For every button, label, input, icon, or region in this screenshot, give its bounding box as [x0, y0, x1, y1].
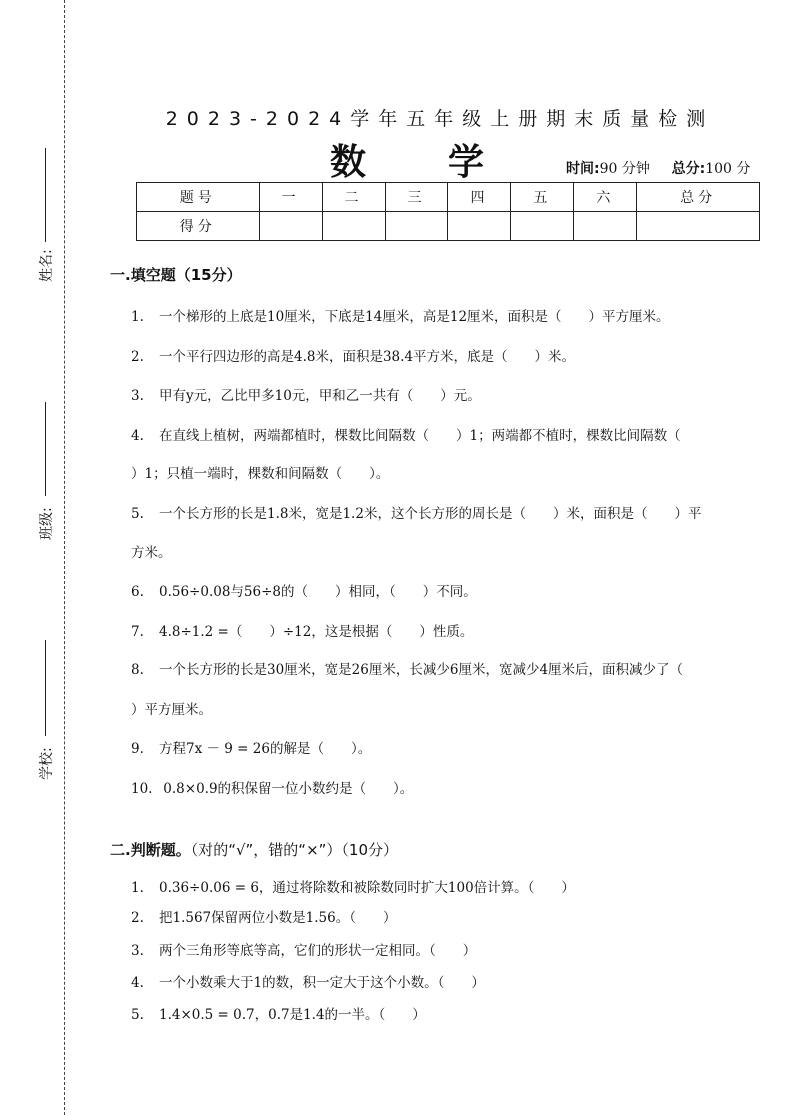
question-number: 3. — [131, 943, 144, 959]
score-table-header-row — [137, 183, 760, 212]
question-text: 0.8×0.9的积保留一位小数约是（ ）。 — [159, 781, 414, 797]
score-input-cell[interactable] — [448, 212, 511, 241]
question-line — [131, 384, 481, 404]
total-score-value: 100 分 — [705, 161, 751, 177]
question-line-continuation — [131, 462, 389, 482]
score-header-cell: 三 — [385, 183, 448, 212]
score-input-cell[interactable] — [574, 212, 637, 241]
judge-line — [131, 906, 396, 926]
question-text: 方程7x － 9 = 26的解是（ ）。 — [159, 741, 372, 757]
question-number: 6. — [131, 584, 144, 600]
question-number: 1. — [131, 880, 144, 896]
question-number: 2. — [131, 910, 144, 926]
question-line — [131, 305, 670, 325]
question-number: 1. — [131, 309, 144, 325]
name-blank-line[interactable] — [45, 148, 46, 242]
question-number: 9. — [131, 741, 144, 757]
question-number: 4. — [131, 428, 144, 444]
question-line — [131, 658, 683, 678]
question-text: 0.56÷0.08与56÷8的（ ）相同，（ ）不同。 — [159, 584, 477, 600]
name-label: 姓名: — [39, 249, 55, 282]
question-text: 方米。 — [131, 545, 172, 561]
question-text: 1.4×0.5 = 0.7，0.7是1.4的一半。（ ） — [159, 1007, 426, 1023]
question-text: 一个长方形的长是30厘米，宽是26厘米，长减少6厘米，宽减少4厘米后，面积减少了（ — [159, 662, 684, 678]
school-blank-line[interactable] — [45, 640, 46, 736]
score-input-cell[interactable] — [511, 212, 574, 241]
question-line-continuation — [131, 541, 172, 561]
question-line — [131, 737, 371, 757]
total-score-label: 总分: — [671, 161, 706, 177]
judge-line — [131, 939, 476, 959]
question-number: 3. — [131, 388, 144, 404]
class-blank-line[interactable] — [45, 402, 46, 496]
score-input-cell[interactable] — [322, 212, 385, 241]
score-table-score-row — [137, 212, 760, 241]
question-text: 一个小数乘大于1的数，积一定大于这个小数。（ ） — [159, 975, 485, 991]
school-field[interactable] — [24, 640, 64, 790]
question-text: 一个长方形的长是1.8米，宽是1.2米，这个长方形的周长是（ ）米，面积是（ ）平 — [159, 506, 702, 522]
question-text: 4.8÷1.2 =（ ）÷12，这是根据（ ）性质。 — [159, 624, 474, 640]
judge-line — [131, 1003, 426, 1023]
question-text: ）1；只植一端时，棵数和间隔数（ ）。 — [131, 466, 390, 482]
question-text: 一个梯形的上底是10厘米，下底是14厘米，高是12厘米，面积是（ ）平方厘米。 — [159, 309, 670, 325]
question-text: 两个三角形等底等高，它们的形状一定相同。（ ） — [159, 943, 477, 959]
question-text: 甲有y元，乙比甲多10元，甲和乙一共有（ ）元。 — [159, 388, 481, 404]
question-number: 2. — [131, 349, 144, 365]
binding-dashed-line — [64, 0, 65, 1115]
question-text: 把1.567保留两位小数是1.56。（ ） — [159, 910, 397, 926]
score-input-cell[interactable] — [259, 212, 322, 241]
score-header-cell: 题号 — [137, 183, 260, 212]
question-line-continuation — [131, 698, 212, 718]
question-number: 5. — [131, 1007, 144, 1023]
subject-title: 数学 — [330, 142, 567, 183]
question-line — [131, 502, 701, 522]
score-header-cell: 总分 — [637, 183, 760, 212]
question-number: 7. — [131, 624, 144, 640]
score-header-cell: 四 — [448, 183, 511, 212]
question-text: 在直线上植树，两端都植时，棵数比间隔数（ ）1；两端都不植时，棵数比间隔数（ — [159, 428, 681, 444]
section1-title: 一.填空题（15分） — [110, 266, 242, 284]
time-value: 90 分钟 — [599, 161, 650, 177]
question-line — [131, 620, 473, 640]
score-header-cell: 六 — [574, 183, 637, 212]
question-line — [131, 424, 681, 444]
question-line — [131, 777, 413, 797]
section2-title-text: 二.判断题。 — [110, 841, 191, 859]
exam-title: 2023-2024学年五年级上册期末质量检测 — [165, 108, 715, 130]
class-label: 班级: — [39, 507, 55, 540]
score-row-label: 得分 — [137, 212, 260, 241]
question-line — [131, 580, 477, 600]
name-field[interactable] — [24, 148, 64, 298]
score-input-cell[interactable] — [637, 212, 760, 241]
score-header-cell: 一 — [259, 183, 322, 212]
judge-line — [131, 971, 485, 991]
question-text: ）平方厘米。 — [131, 702, 212, 718]
time-score-info — [566, 158, 750, 178]
question-line — [131, 345, 575, 365]
class-field[interactable] — [24, 402, 64, 552]
school-label: 学校: — [39, 747, 55, 780]
score-table — [136, 182, 760, 241]
score-header-cell: 二 — [322, 183, 385, 212]
section2-title — [110, 839, 398, 860]
question-text: 一个平行四边形的高是4.8米，面积是38.4平方米，底是（ ）米。 — [159, 349, 576, 365]
score-input-cell[interactable] — [385, 212, 448, 241]
score-header-cell: 五 — [511, 183, 574, 212]
question-number: 5. — [131, 506, 144, 522]
time-label: 时间: — [566, 161, 600, 177]
question-number: 4. — [131, 975, 144, 991]
question-text: 0.36÷0.06 = 6，通过将除数和被除数同时扩大100倍计算。（ ） — [159, 880, 575, 896]
section2-title-note: （对的“√”，错的“×”）（10分） — [190, 841, 399, 859]
question-number: 8. — [131, 662, 144, 678]
judge-line — [131, 876, 575, 896]
question-number: 10. — [131, 781, 153, 797]
